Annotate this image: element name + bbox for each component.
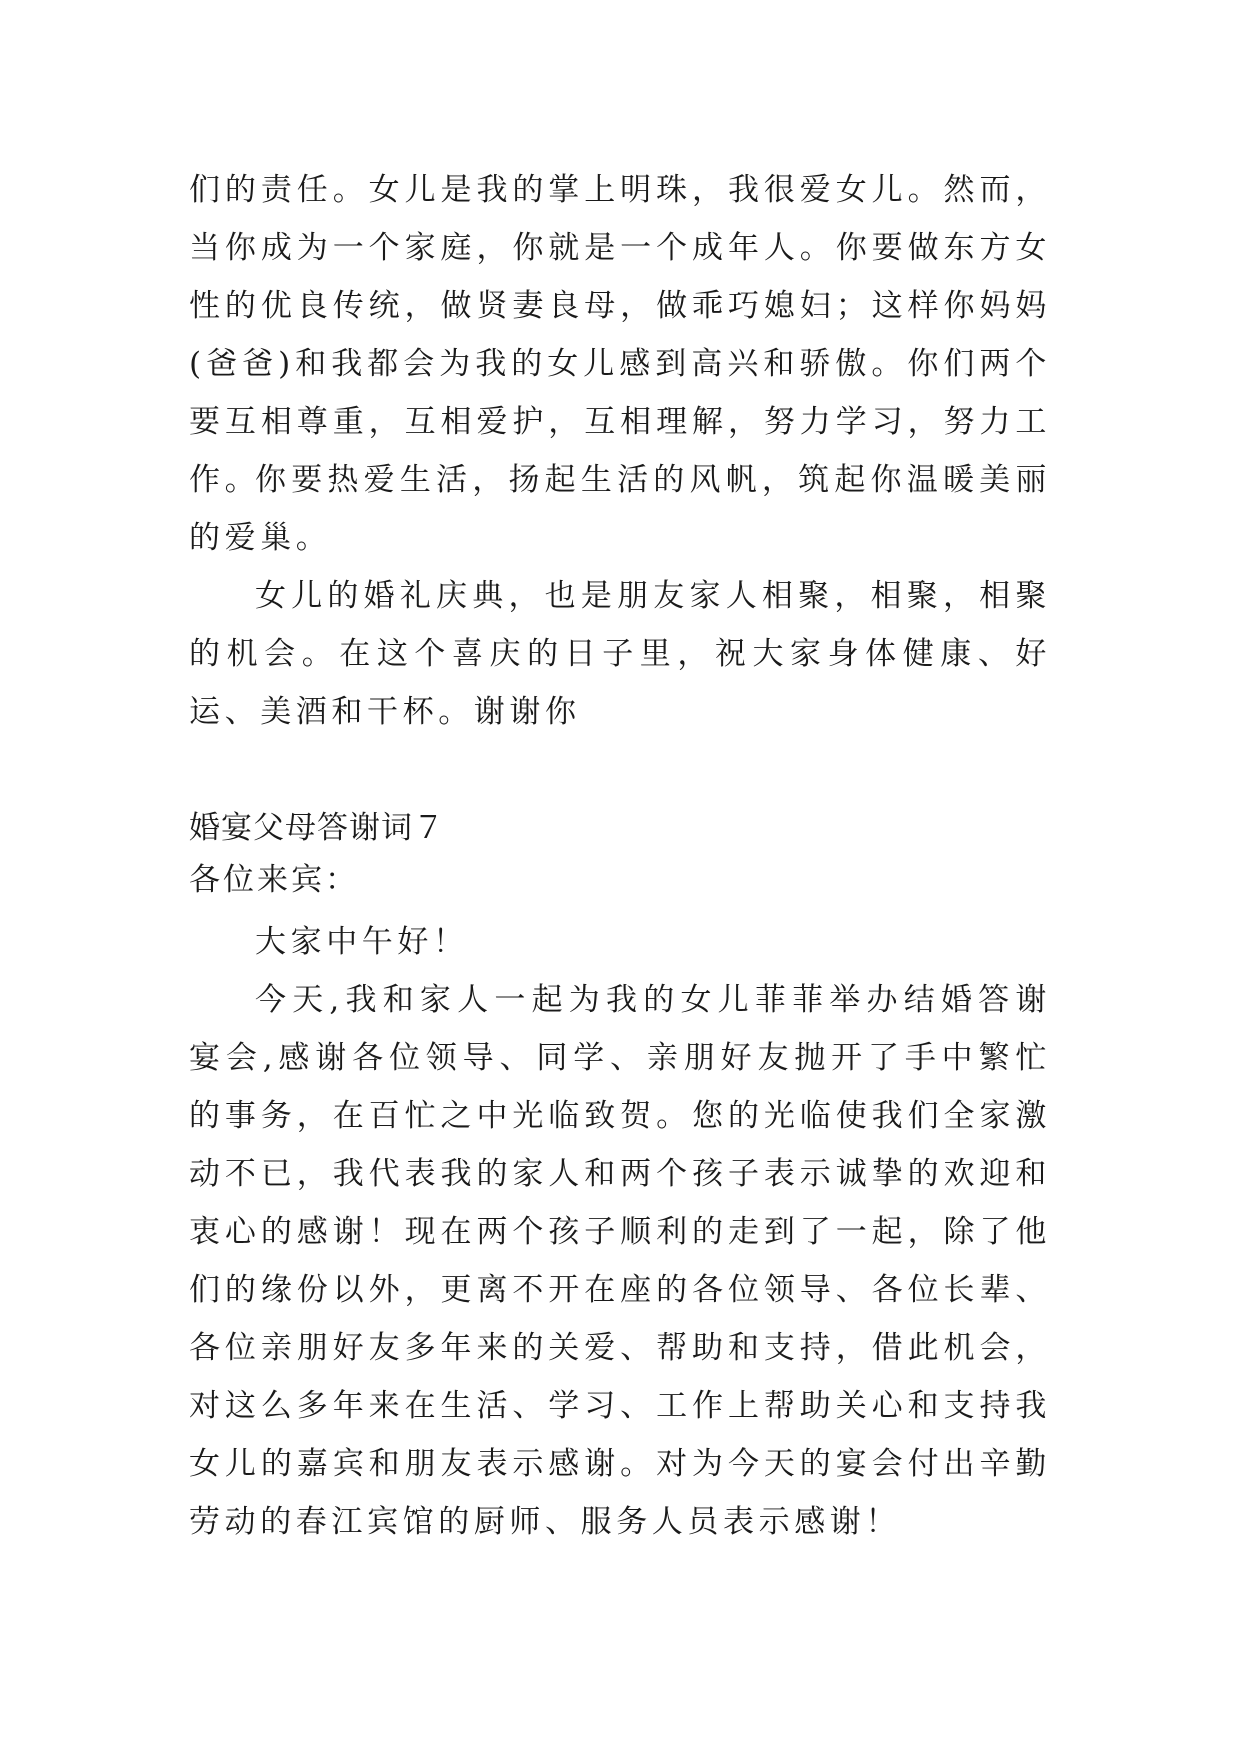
paragraph-thanks-guests: 今天,我和家人一起为我的女儿菲菲举办结婚答谢宴会,感谢各位领导、同学、亲朋好友抛开了手中繁忙的事务，在百忙之中光临致贺。您的光临使我们全家激动不已，我代表我的家人和两个孩子表示诚挚的欢迎和衷心的感谢！现在两个孩子顺利的走到了一起，除了他们的缘份以外，更离不开在座的各位领导、各位长辈、各位亲朋好友多年来的关爱、帮助和支持，借此机会，对这么多年来在生活、学习、工作上帮助关心和支持我女儿的嘉宾和朋友表示感谢。对为今天的宴会付出辛勤劳动的春江宾馆的厨师、服务人员表示感谢！ — [189, 982, 1051, 1540]
section-title: 婚宴父母答谢词７ — [189, 810, 445, 846]
paragraph-responsibility: 们的责任。女儿是我的掌上明珠，我很爱女儿。然而，当你成为一个家庭，你就是一个成年人。你要做东方女性的优良传统，做贤妻良母，做乖巧媳妇；这样你妈妈(爸爸)和我都会为我的女儿感到高兴和骄傲。你们两个要互相尊重，互相爱护，互相理解，努力学习，努力工作。 — [189, 172, 1051, 498]
paragraph-love-life: 你要热爱生活，扬起生活的风帆，筑起你温暖美丽的爱巢。 — [189, 462, 1051, 556]
paragraph-wedding-celebration: 女儿的婚礼庆典，也是朋友家人相聚，相聚，相聚的机会。在这个喜庆的日子里，祝大家身体健康、好运、美酒和干杯。谢谢你 — [189, 578, 1051, 730]
greeting: 大家中午好！ — [255, 924, 469, 960]
salutation: 各位来宾： — [189, 862, 359, 898]
